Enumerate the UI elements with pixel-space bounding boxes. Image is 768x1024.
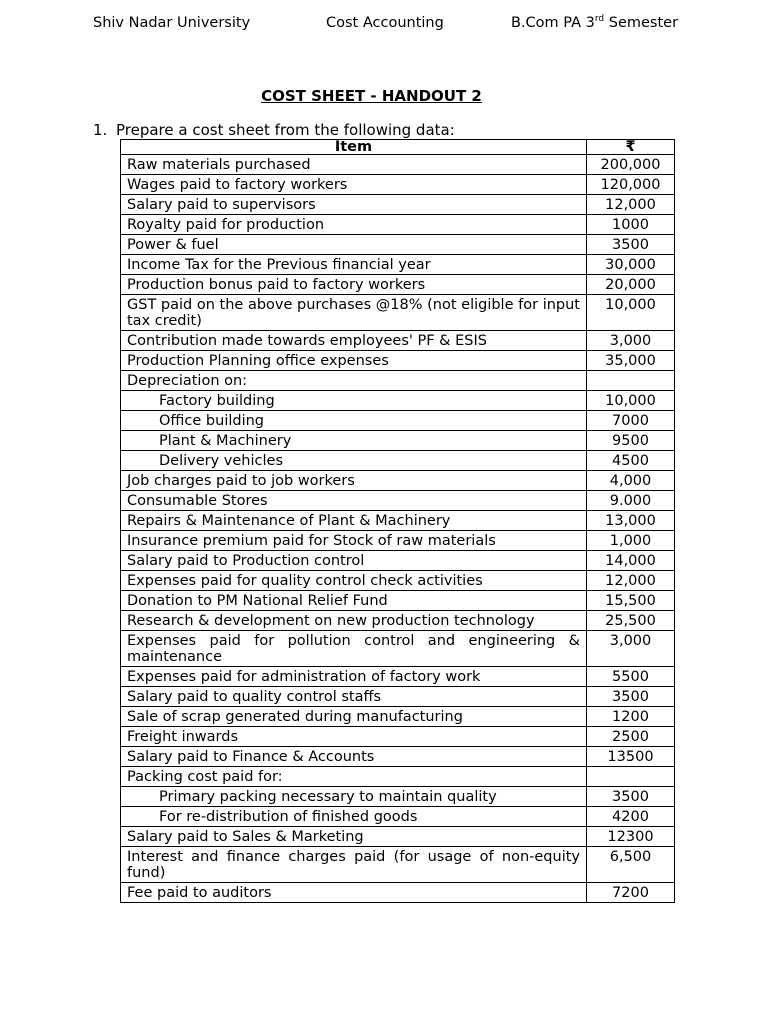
table-row	[121, 827, 675, 847]
row-item: Salary paid to supervisors	[121, 195, 587, 215]
row-amount	[587, 767, 675, 787]
row-amount: 10,000	[587, 391, 675, 411]
row-amount: 3500	[587, 235, 675, 255]
row-item: Packing cost paid for:	[121, 767, 587, 787]
table-row	[121, 351, 675, 371]
table-row	[121, 331, 675, 351]
question-number: 1.	[93, 121, 108, 139]
table-row	[121, 295, 675, 331]
table-row	[121, 847, 675, 883]
row-item: Fee paid to auditors	[121, 883, 587, 903]
row-item: Expenses paid for pollution control and engineering & maintenance	[121, 631, 587, 667]
table-header-row	[121, 140, 675, 155]
row-item: Freight inwards	[121, 727, 587, 747]
row-amount	[587, 371, 675, 391]
table-row	[121, 371, 675, 391]
table-row	[121, 215, 675, 235]
row-item: Production Planning office expenses	[121, 351, 587, 371]
row-amount: 9.000	[587, 491, 675, 511]
row-item: Interest and finance charges paid (for usage of non-equity fund)	[121, 847, 587, 883]
row-amount: 1000	[587, 215, 675, 235]
row-amount: 12,000	[587, 195, 675, 215]
row-amount: 1200	[587, 707, 675, 727]
row-item: Office building	[121, 411, 587, 431]
table-row	[121, 155, 675, 175]
column-header-item: Item	[121, 140, 587, 155]
row-amount: 3,000	[587, 331, 675, 351]
table-row	[121, 883, 675, 903]
row-item: Salary paid to Production control	[121, 551, 587, 571]
row-amount: 14,000	[587, 551, 675, 571]
table-row	[121, 531, 675, 551]
row-amount: 12,000	[587, 571, 675, 591]
table-row	[121, 471, 675, 491]
table-row	[121, 431, 675, 451]
table-row	[121, 195, 675, 215]
row-item: Expenses paid for quality control check activities	[121, 571, 587, 591]
table-row	[121, 667, 675, 687]
header-university: Shiv Nadar University	[93, 15, 251, 31]
table-row	[121, 451, 675, 471]
row-item: Plant & Machinery	[121, 431, 587, 451]
table-row	[121, 747, 675, 767]
row-amount: 13500	[587, 747, 675, 767]
row-amount: 7200	[587, 883, 675, 903]
row-item: Insurance premium paid for Stock of raw materials	[121, 531, 587, 551]
row-item: Depreciation on:	[121, 371, 587, 391]
row-amount: 15,500	[587, 591, 675, 611]
row-item: Production bonus paid to factory workers	[121, 275, 587, 295]
header-program	[511, 15, 678, 31]
header-course: Cost Accounting	[326, 15, 444, 31]
row-item: Delivery vehicles	[121, 451, 587, 471]
table-row	[121, 687, 675, 707]
row-item: Power & fuel	[121, 235, 587, 255]
row-item: Primary packing necessary to maintain quality	[121, 787, 587, 807]
row-amount: 3500	[587, 787, 675, 807]
header-program-suffix: Semester	[604, 15, 679, 31]
row-item: For re-distribution of finished goods	[121, 807, 587, 827]
row-amount: 3500	[587, 687, 675, 707]
row-item: Expenses paid for administration of factory work	[121, 667, 587, 687]
row-item: Consumable Stores	[121, 491, 587, 511]
row-amount: 9500	[587, 431, 675, 451]
page-title: COST SHEET - HANDOUT 2	[261, 87, 482, 105]
table-row	[121, 235, 675, 255]
table-row	[121, 707, 675, 727]
table-row	[121, 787, 675, 807]
row-amount: 25,500	[587, 611, 675, 631]
row-item: Job charges paid to job workers	[121, 471, 587, 491]
row-item: Salary paid to quality control staffs	[121, 687, 587, 707]
table-row	[121, 391, 675, 411]
row-item: Factory building	[121, 391, 587, 411]
row-amount: 1,000	[587, 531, 675, 551]
row-amount: 20,000	[587, 275, 675, 295]
table-row	[121, 767, 675, 787]
row-amount: 120,000	[587, 175, 675, 195]
table-body	[121, 155, 675, 903]
row-amount: 7000	[587, 411, 675, 431]
row-item: Raw materials purchased	[121, 155, 587, 175]
row-item: Research & development on new production technology	[121, 611, 587, 631]
row-item: Wages paid to factory workers	[121, 175, 587, 195]
question	[93, 121, 455, 139]
table-row	[121, 411, 675, 431]
table-row	[121, 275, 675, 295]
table-row	[121, 511, 675, 531]
question-text: Prepare a cost sheet from the following data:	[116, 121, 455, 139]
table-row	[121, 491, 675, 511]
header-program-superscript: rd	[594, 14, 605, 25]
table-row	[121, 175, 675, 195]
row-amount: 13,000	[587, 511, 675, 531]
row-amount: 5500	[587, 667, 675, 687]
table-row	[121, 611, 675, 631]
row-item: Income Tax for the Previous financial year	[121, 255, 587, 275]
table-row	[121, 551, 675, 571]
table-row	[121, 807, 675, 827]
row-item: Sale of scrap generated during manufacturing	[121, 707, 587, 727]
row-amount: 200,000	[587, 155, 675, 175]
row-amount: 6,500	[587, 847, 675, 883]
row-item: GST paid on the above purchases @18% (not eligible for input tax credit)	[121, 295, 587, 331]
table-row	[121, 255, 675, 275]
cost-data-table	[120, 139, 675, 903]
table-row	[121, 571, 675, 591]
row-amount: 4,000	[587, 471, 675, 491]
table-row	[121, 727, 675, 747]
row-amount: 3,000	[587, 631, 675, 667]
row-amount: 30,000	[587, 255, 675, 275]
row-item: Donation to PM National Relief Fund	[121, 591, 587, 611]
row-amount: 4200	[587, 807, 675, 827]
row-amount: 2500	[587, 727, 675, 747]
column-header-amount: ₹	[587, 140, 675, 155]
row-amount: 12300	[587, 827, 675, 847]
table-row	[121, 631, 675, 667]
table-row	[121, 591, 675, 611]
row-amount: 4500	[587, 451, 675, 471]
header-program-prefix: B.Com PA 3	[511, 15, 595, 31]
row-item: Repairs & Maintenance of Plant & Machinery	[121, 511, 587, 531]
row-amount: 35,000	[587, 351, 675, 371]
row-item: Salary paid to Sales & Marketing	[121, 827, 587, 847]
row-item: Royalty paid for production	[121, 215, 587, 235]
row-amount: 10,000	[587, 295, 675, 331]
row-item: Contribution made towards employees' PF & ESIS	[121, 331, 587, 351]
row-item: Salary paid to Finance & Accounts	[121, 747, 587, 767]
